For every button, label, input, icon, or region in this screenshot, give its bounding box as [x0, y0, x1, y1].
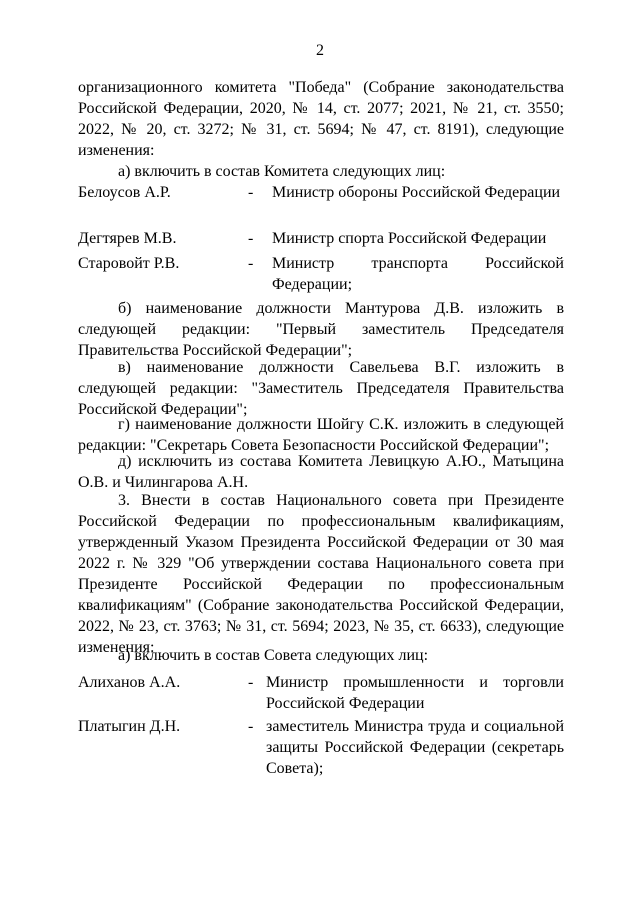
- member-role: Министр обороны Российской Федерации: [272, 184, 561, 201]
- item-d-paragraph: д) исключить из состава Комитета Левицкую А.Ю., Матыцина О.В. и Чилингарова А.Н.: [78, 453, 564, 491]
- item-g-paragraph: г) наименование должности Шойгу С.К. изложить в следующей редакции: "Секретарь Совета Безопасности Российской Федерации";: [78, 416, 564, 454]
- member-role: Министр промышленности и торговли Российской Федерации: [266, 674, 564, 712]
- member-name: Старовойт Р.В.: [78, 255, 180, 272]
- member-name: Алиханов А.А.: [78, 674, 181, 691]
- item-b-paragraph: б) наименование должности Мантурова Д.В. изложить в следующей редакции: "Первый заместитель Председателя Правительства Российской Федерации";: [78, 300, 564, 359]
- member-name: Дегтярев М.В.: [78, 230, 177, 247]
- member-dash: -: [248, 255, 254, 272]
- member-dash: -: [248, 184, 254, 201]
- member-role: Министр спорта Российской Федерации: [272, 230, 547, 247]
- member-role: Министр транспорта Российской Федерации;: [272, 255, 564, 293]
- member-dash: -: [248, 718, 254, 735]
- member-dash: -: [248, 230, 254, 247]
- intro-paragraph: организационного комитета "Победа" (Собрание законодательства Российской Федерации, 2020, № 14, ст. 2077; 2021, № 21, ст. 3550; 2022, № 20, ст. 3272; № 31, ст. 5694; № 47, ст. 8191), следующие изменения:: [78, 79, 564, 159]
- member-dash: -: [248, 674, 254, 691]
- page-number: 2: [316, 42, 324, 59]
- member-name: Платыгин Д.Н.: [78, 718, 181, 735]
- member-role: заместитель Министра труда и социальной защиты Российской Федерации (секретарь Совета);: [266, 718, 564, 777]
- member-name: Белоусов А.Р.: [78, 184, 171, 201]
- item-3-paragraph: 3. Внести в состав Национального совета при Президенте Российской Федерации по профессиональным квалификациям, утвержденный Указом Президента Российской Федерации от 30 мая 2022 г. № 329 "Об утверждении состава Национального совета при Президенте Российской Федерации по профессиональным квалификациям" (Собрание законодательства Российской Федерации, 2022, № 23, ст. 3763; № 31, ст. 5694; 2023, № 35, ст. 6633), следующие изменения:: [78, 492, 564, 656]
- item-a-committee: а) включить в состав Комитета следующих лиц:: [118, 163, 446, 180]
- item-v-paragraph: в) наименование должности Савельева В.Г. изложить в следующей редакции: "Заместитель Председателя Правительства Российской Федерации";: [78, 359, 564, 418]
- item-a-council: а) включить в состав Совета следующих лиц:: [118, 647, 429, 664]
